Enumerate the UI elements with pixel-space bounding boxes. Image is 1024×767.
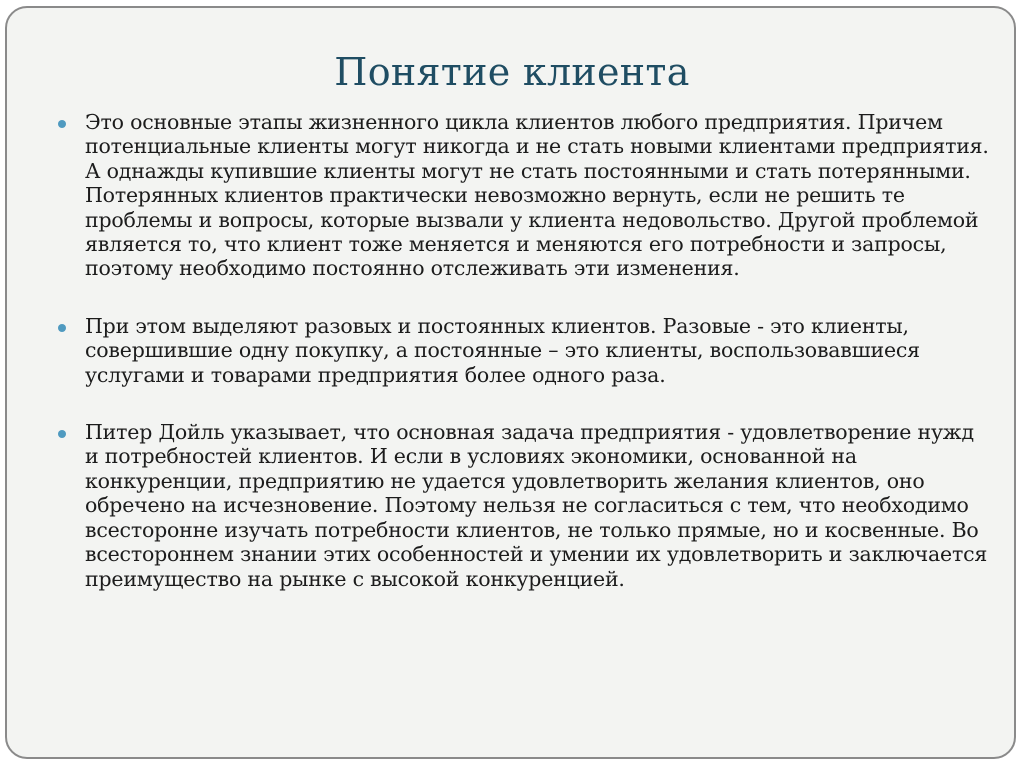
bullet-item — [58, 314, 993, 387]
bullet-marker-icon — [58, 324, 66, 332]
bullet-text: Питер Дойль указывает, что основная задача предприятия - удовлетворение нужд и потребностей клиентов. И если в условиях экономики, основанной на конкуренции, предприятию не удается удовлетворить желания клиентов, оно обречено на исчезновение. Поэтому нельзя не согласиться с тем, что необходимо всесторонне изучать потребности клиентов, не только прямые, но и косвенные. Во всестороннем знании этих особенностей и умении их удовлетворить и заключается преимущество на рынке с высокой конкуренцией. — [85, 420, 988, 591]
slide-title: Понятие клиента — [334, 50, 690, 94]
bullet-marker-icon — [58, 430, 66, 438]
bullet-list — [58, 110, 993, 624]
bullet-item — [58, 110, 993, 281]
bullet-item — [58, 420, 993, 591]
bullet-marker-icon — [58, 120, 66, 128]
bullet-text: При этом выделяют разовых и постоянных клиентов. Разовые - это клиенты, совершившие одну покупку, а постоянные – это клиенты, воспользовавшиеся услугами и товарами предприятия более одного раза. — [85, 313, 920, 387]
bullet-text: Это основные этапы жизненного цикла клиентов любого предприятия. Причем потенциальные клиенты могут никогда и не стать новыми клиентами предприятия. А однажды купившие клиенты могут не стать постоянными и стать потерянными. Потерянных клиентов практически невозможно вернуть, если не решить те проблемы и вопросы, которые вызвали у клиента недовольство. Другой проблемой является то, что клиент тоже меняется и меняются его потребности и запросы, поэтому необходимо постоянно отслеживать эти изменения. — [85, 110, 989, 281]
